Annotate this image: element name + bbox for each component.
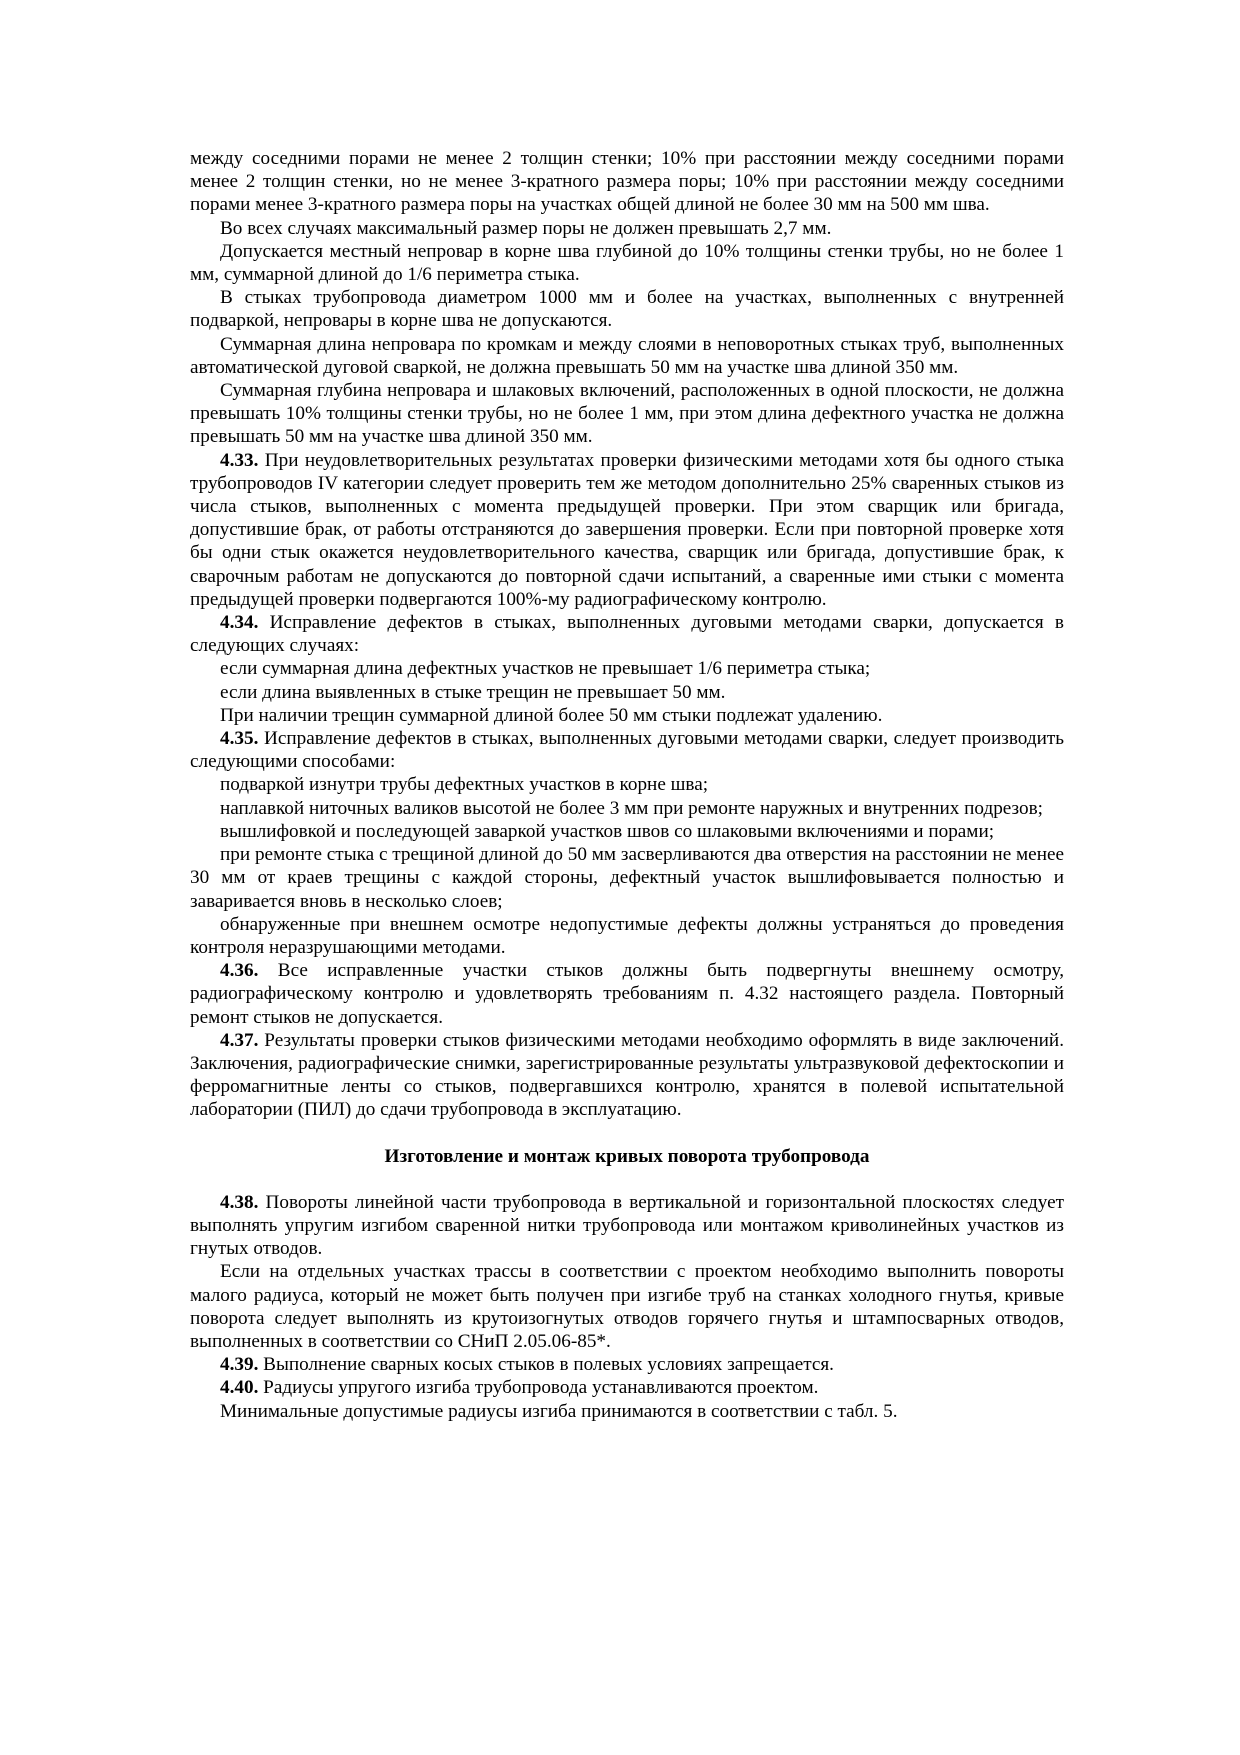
paragraph (190, 1400, 1064, 1423)
paragraph-text: при ремонте стыка с трещиной длиной до 50 мм засверливаются два отверстия на расстоянии не менее 30 мм от краев трещины с каждой стороны, дефектный участок вышлифовывается полностью и заваривается вновь в несколько слоев; (190, 844, 1064, 912)
paragraph-text: При неудовлетворительных результатах проверки физическими методами хотя бы одного стыка трубопроводов IV категории следует проверить тем же методом дополнительно 25% сваренных стыков из числа стыков, выполненных с момента предыдущей проверки. При этом сварщик или бригада, допустившие брак, от работы отстраняются до завершения проверки. Если при повторной проверке хотя бы одни стык окажется неудовлетворительного качества, сварщик или бригада, допустившие брак, к сварочным работам не допускаются до повторной сдачи испытаний, а сваренные ими стыки с момента предыдущей проверки подвергаются 100%-му радиографическому контролю. (190, 449, 1064, 610)
paragraph-text: При наличии трещин суммарной длиной более 50 мм стыки подлежат удалению. (220, 704, 883, 726)
paragraph-text: Суммарная глубина непровара и шлаковых включений, расположенных в одной плоскости, не должна превышать 10% толщины стенки трубы, но не более 1 мм, при этом длина дефектного участка не должна превышать 50 мм на участке шва длиной 350 мм. (190, 380, 1064, 448)
paragraph-text: Исправление дефектов в стыках, выполненных дуговыми методами сварки, следует производить следующими способами: (190, 728, 1064, 773)
list-item (190, 773, 1064, 796)
clause-4-36 (190, 959, 1064, 1029)
paragraph (190, 286, 1064, 332)
paragraph (190, 333, 1064, 379)
paragraph (190, 704, 1064, 727)
clause-number: 4.33. (220, 449, 259, 471)
paragraph-text: подваркой изнутри трубы дефектных участков в корне шва; (220, 774, 709, 796)
clause-number: 4.37. (220, 1029, 259, 1051)
paragraph-text: Все исправленные участки стыков должны быть подвергнуты внешнему осмотру, радиографическому контролю и удовлетворять требованиям п. 4.32 настоящего раздела. Повторный ремонт стыков не допускается. (190, 960, 1064, 1028)
paragraph-text: обнаруженные при внешнем осмотре недопустимые дефекты должны устраняться до проведения контроля неразрушающими методами. (190, 913, 1064, 958)
clause-number: 4.35. (220, 728, 259, 750)
clause-number: 4.38. (220, 1191, 259, 1213)
clause-4-38 (190, 1191, 1064, 1261)
list-item (190, 843, 1064, 913)
paragraph-text: Радиусы упругого изгиба трубопровода устанавливаются проектом. (258, 1377, 819, 1399)
clause-number: 4.39. (220, 1354, 259, 1376)
paragraph (190, 379, 1064, 449)
paragraph-text: Допускается местный непровар в корне шва глубиной до 10% толщины стенки трубы, но не более 1 мм, суммарной длиной до 1/6 периметра стыка. (190, 240, 1064, 286)
clause-4-34 (190, 611, 1064, 657)
list-item (190, 913, 1064, 959)
paragraph-text: Результаты проверки стыков физическими методами необходимо оформлять в виде заключений. Заключения, радиографические снимки, зарегистрированные результаты ультразвуковой дефектоскопии и ферромагнитные ленты со стыков, подвергавшихся контролю, хранятся в полевой испытательной лаборатории (ПИЛ) до сдачи трубопровода в эксплуатацию. (190, 1029, 1064, 1121)
list-item (190, 681, 1064, 704)
clause-4-40 (190, 1376, 1064, 1399)
clause-number: 4.40. (220, 1377, 259, 1399)
paragraph-text: между соседними порами не менее 2 толщин стенки; 10% при расстоянии между соседними порами менее 2 толщин стенки, но не менее 3-кратного размера поры; 10% при расстоянии между соседними порами менее 3-кратного размера поры на участках общей длиной не более 30 мм на 500 мм шва. (190, 148, 1064, 216)
paragraph-text: наплавкой ниточных валиков высотой не более 3 мм при ремонте наружных и внутренних подрезов; (220, 797, 1044, 819)
list-item (190, 797, 1064, 820)
paragraph-text: если суммарная длина дефектных участков не превышает 1/6 периметра стыка; (220, 658, 871, 680)
clause-4-35 (190, 727, 1064, 773)
paragraph (190, 240, 1064, 286)
clause-4-33 (190, 449, 1064, 611)
paragraph-text: если длина выявленных в стыке трещин не превышает 50 мм. (220, 681, 726, 703)
paragraph-text: Если на отдельных участках трассы в соответствии с проектом необходимо выполнить повороты малого радиуса, который не может быть получен при изгибе труб на станках холодного гнутья, кривые поворота следует выполнять из крутоизогнутых отводов горячего гнутья и штампосварных отводов, выполненных в соответствии со СНиП 2.05.06-85*. (190, 1261, 1064, 1352)
clause-4-37 (190, 1029, 1064, 1122)
paragraph-text: Исправление дефектов в стыках, выполненных дуговыми методами сварки, допускается в следующих случаях: (190, 612, 1064, 657)
paragraph-text: Во всех случаях максимальный размер поры не должен превышать 2,7 мм. (220, 217, 832, 239)
paragraph (190, 1260, 1064, 1353)
paragraph-text: Суммарная длина непровара по кромкам и между слоями в неповоротных стыках труб, выполненных автоматической дуговой сваркой, не должна превышать 50 мм на участке шва длиной 350 мм. (190, 333, 1064, 378)
clause-number: 4.34. (220, 612, 259, 634)
list-item (190, 657, 1064, 680)
paragraph (190, 217, 1064, 240)
paragraph-text: Выполнение сварных косых стыков в полевых условиях запрещается. (258, 1354, 834, 1376)
clause-4-39 (190, 1353, 1064, 1376)
paragraph-text: В стыках трубопровода диаметром 1000 мм и более на участках, выполненных с внутренней подваркой, непровары в корне шва не допускаются. (190, 287, 1064, 332)
section-heading: Изготовление и монтаж кривых поворота трубопровода (384, 1145, 870, 1167)
paragraph-text: Повороты линейной части трубопровода в вертикальной и горизонтальной плоскостях следует выполнять упругим изгибом сваренной нитки трубопровода или монтажом криволинейных участков из гнутых отводов. (190, 1191, 1064, 1260)
paragraph (190, 147, 1064, 217)
document-page (190, 147, 1064, 1423)
paragraph-text: вышлифовкой и последующей заваркой участков швов со шлаковыми включениями и порами; (220, 820, 995, 842)
list-item (190, 820, 1064, 843)
paragraph-text: Минимальные допустимые радиусы изгиба принимаются в соответствии с табл. 5. (220, 1400, 898, 1422)
clause-number: 4.36. (220, 960, 259, 982)
